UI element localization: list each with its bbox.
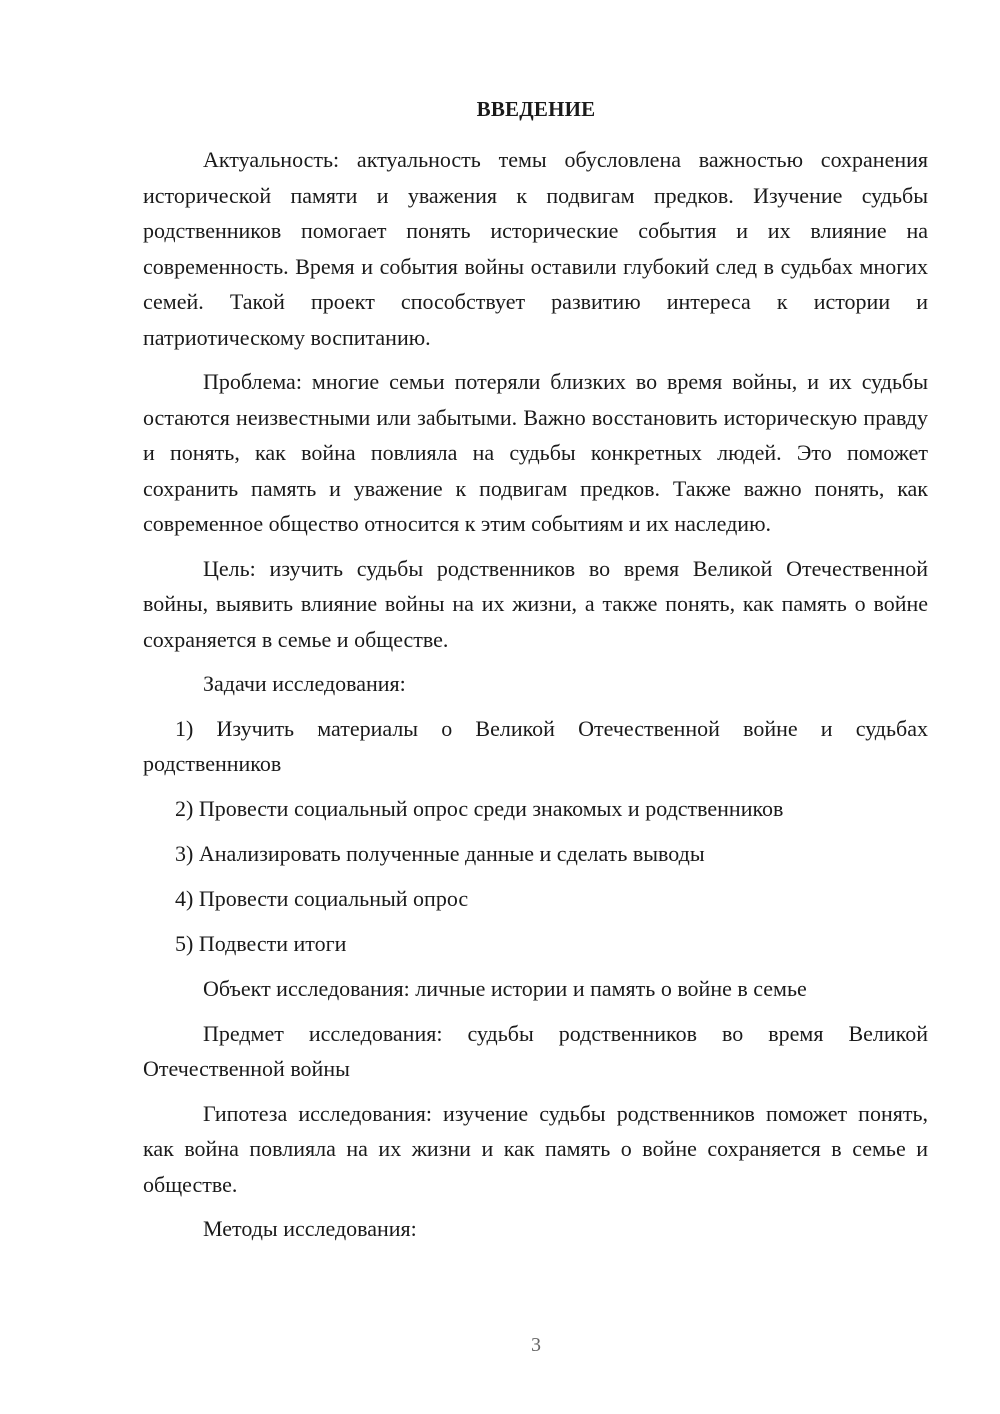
paragraph-goal: Цель: изучить судьбы родственников во время Великой Отечественной войны, выявить влияние войны на их жизни, а также понять, как память о войне сохраняется в семье и обществе.	[143, 555, 928, 652]
task-item-2: 2) Провести социальный опрос среди знакомых и родственников	[175, 796, 784, 821]
page-number: 3	[531, 1334, 541, 1356]
paragraph-problem: Проблема: многие семьи потеряли близких во время войны, и их судьбы остаются неизвестными или забытыми. Важно восстановить историческую правду и понять, как война повлияла на судьбы конкретных людей. Это поможет сохранить память и уважение к подвигам предков. Также важно понять, как современное общество относится к этим событиям и их наследию.	[143, 369, 928, 536]
task-item-4: 4) Провести социальный опрос	[175, 886, 469, 911]
paragraph-hypothesis: Гипотеза исследования: изучение судьбы родственников поможет понять, как война повлияла на их жизни и как память о войне сохраняется в семье и обществе.	[143, 1100, 928, 1197]
tasks-heading: Задачи исследования:	[203, 671, 406, 696]
paragraph-object: Объект исследования: личные истории и память о войне в семье	[203, 976, 807, 1001]
task-item-5: 5) Подвести итоги	[175, 931, 347, 956]
task-item-3: 3) Анализировать полученные данные и сделать выводы	[175, 841, 705, 866]
paragraph-subject: Предмет исследования: судьбы родственников во время Великой Отечественной войны	[143, 1020, 928, 1081]
task-item-1: 1) Изучить материалы о Великой Отечественной войне и судьбах родственников	[143, 715, 928, 776]
paragraph-relevance: Актуальность: актуальность темы обусловлена важностью сохранения исторической памяти и уважения к подвигам предков. Изучение судьбы родственников помогает понять исторические события и их влияние на современность. Время и события войны оставили глубокий след в судьбах многих семей. Такой проект способствует развитию интереса к истории и патриотическому воспитанию.	[143, 147, 928, 350]
document-body	[143, 142, 928, 1256]
page-heading: ВВЕДЕНИЕ	[476, 97, 596, 121]
methods-heading: Методы исследования:	[203, 1216, 417, 1241]
